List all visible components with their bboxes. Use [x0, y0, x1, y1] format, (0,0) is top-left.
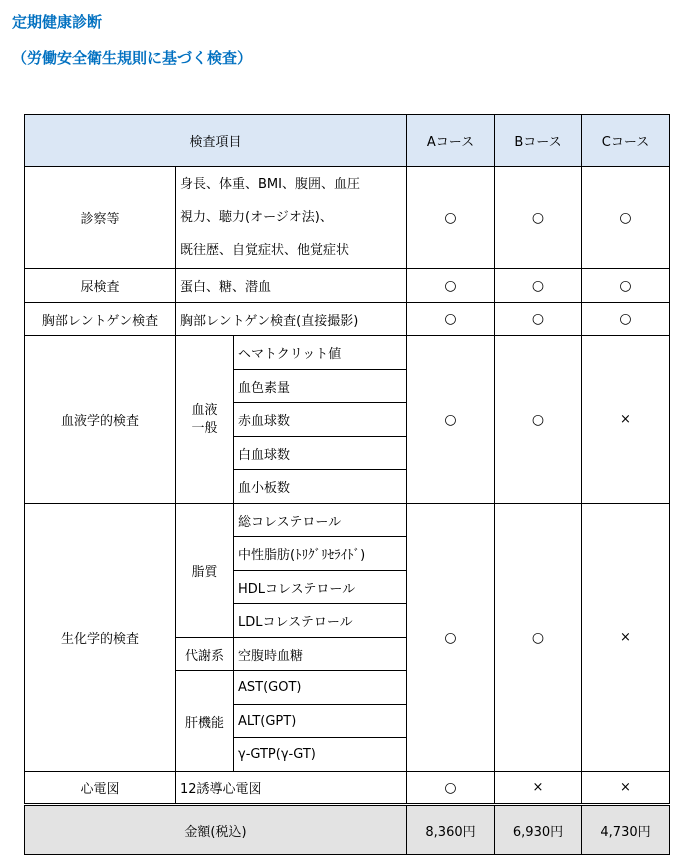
course-b-mark: ○ [495, 167, 582, 269]
course-c-mark: ○ [582, 167, 670, 269]
ketsueki-subgroup [176, 336, 234, 504]
kankinou-item: γ-GTP(γ-GT) [234, 738, 407, 772]
table-row [25, 504, 670, 537]
course-a-mark: ○ [407, 269, 495, 303]
table-row [25, 303, 670, 336]
category-seika: 生化学的検査 [25, 504, 176, 772]
nyou-detail: 蛋白、糖、潜血 [176, 269, 407, 303]
page-subtitle: （労働安全衛生規則に基づく検査） [12, 49, 253, 67]
table-header-row [25, 115, 670, 167]
header-course-b: Bコース [495, 115, 582, 167]
kankinou-item: AST(GOT) [234, 671, 407, 705]
header-course-c: Cコース [582, 115, 670, 167]
price-row [25, 805, 670, 855]
table-row [25, 269, 670, 303]
course-a-mark: ○ [407, 303, 495, 336]
taisha-item: 空腹時血糖 [234, 638, 407, 671]
price-label: 金額(税込) [25, 805, 407, 855]
course-c-mark: × [582, 772, 670, 805]
category-ketsueki: 血液学的検査 [25, 336, 176, 504]
price-course-a: 8,360円 [407, 805, 495, 855]
table-row [25, 336, 670, 370]
ketsueki-item: 赤血球数 [234, 403, 407, 437]
shinsatsu-line: 視力、聴力(オージオ法)、 [180, 210, 333, 225]
course-b-mark: ○ [495, 269, 582, 303]
taisha-label: 代謝系 [176, 638, 234, 671]
price-course-c: 4,730円 [582, 805, 670, 855]
shinsatsu-line: 既往歴、自覚症状、他覚症状 [180, 243, 350, 258]
kankinou-label: 肝機能 [176, 671, 234, 772]
shishitsu-item: 総コレステロール [234, 504, 407, 537]
category-nyou: 尿検査 [25, 269, 176, 303]
course-b-mark: ○ [495, 336, 582, 504]
course-c-mark: × [582, 336, 670, 504]
course-a-mark: ○ [407, 504, 495, 772]
course-a-mark: ○ [407, 336, 495, 504]
header-course-a: Aコース [407, 115, 495, 167]
ketsueki-item: ヘマトクリット値 [234, 336, 407, 370]
ketsueki-sub-line: 血液 [191, 402, 218, 418]
ketsueki-item: 血小板数 [234, 470, 407, 504]
course-a-mark: ○ [407, 167, 495, 269]
shishitsu-item: 中性脂肪(ﾄﾘｸﾞﾘｾﾗｲﾄﾞ) [234, 537, 407, 571]
shinsatsu-details [176, 167, 407, 269]
table-row [25, 167, 670, 269]
category-kyoubu: 胸部レントゲン検査 [25, 303, 176, 336]
price-course-b: 6,930円 [495, 805, 582, 855]
course-b-mark: × [495, 772, 582, 805]
shishitsu-label: 脂質 [176, 504, 234, 638]
category-shindenzu: 心電図 [25, 772, 176, 805]
table-row [25, 772, 670, 805]
ketsueki-item: 白血球数 [234, 437, 407, 470]
course-c-mark: ○ [582, 269, 670, 303]
ketsueki-item: 血色素量 [234, 370, 407, 403]
shindenzu-detail: 12誘導心電図 [176, 772, 407, 805]
shishitsu-item: LDLコレステロール [234, 604, 407, 638]
exam-table [24, 114, 670, 855]
course-c-mark: ○ [582, 303, 670, 336]
kankinou-item: ALT(GPT) [234, 705, 407, 738]
ketsueki-sub-line: 一般 [191, 420, 218, 436]
course-b-mark: ○ [495, 303, 582, 336]
course-c-mark: × [582, 504, 670, 772]
header-item-label: 検査項目 [25, 115, 407, 167]
course-b-mark: ○ [495, 504, 582, 772]
page-title: 定期健康診断 [12, 13, 103, 31]
course-a-mark: ○ [407, 772, 495, 805]
shinsatsu-line: 身長、体重、BMI、腹囲、血圧 [180, 177, 360, 192]
shishitsu-item: HDLコレステロール [234, 571, 407, 604]
kyoubu-detail: 胸部レントゲン検査(直接撮影) [176, 303, 407, 336]
category-shinsatsu: 診察等 [25, 167, 176, 269]
